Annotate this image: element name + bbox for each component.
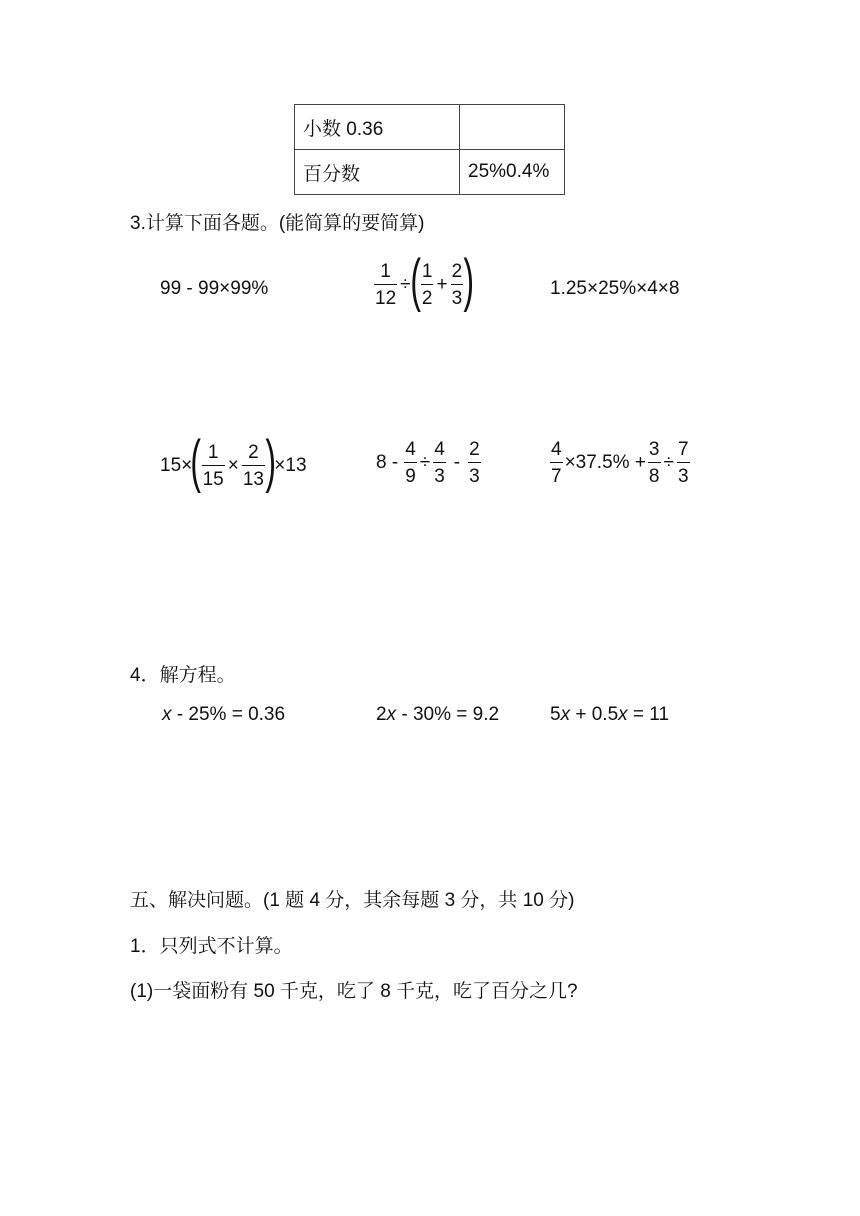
numerator: 1 [380,261,391,282]
operator: - [453,452,461,473]
equation-2 [376,704,499,726]
denominator: 3 [468,462,481,486]
problem-4 [160,429,307,495]
table-row [295,105,565,150]
denominator: 15 [202,465,225,489]
left-paren: ( [190,429,202,494]
equation-1 [162,704,285,726]
denominator: 3 [451,284,464,308]
section4-heading: 4．解方程。 [130,665,236,686]
numerator: 4 [551,439,562,460]
right-paren: ) [463,248,475,313]
variable: x [386,704,397,725]
numerator: 2 [248,442,259,463]
denominator: 13 [242,465,265,489]
denominator: 9 [404,462,417,486]
expression-part: ×13 [274,455,307,476]
denominator: 2 [421,284,434,308]
question-1: 1．只列式不计算。 [130,936,293,957]
table-cell: 百分数 [295,150,460,195]
numerator: 2 [469,439,480,460]
problem-6 [548,440,692,486]
operator: ÷ [419,452,431,473]
fraction [451,262,464,308]
denominator: 7 [550,462,563,486]
numerator: 4 [405,439,416,460]
expression-part: = 11 [627,704,670,725]
operator: ÷ [400,274,411,295]
right-paren: ) [265,429,276,494]
variable: x [560,704,571,725]
numerator: 4 [434,439,445,460]
fraction [677,440,690,486]
problem-3: 1.25×25%×4×8 [550,278,680,299]
numerator: 3 [648,439,660,460]
left-paren: ( [409,248,421,313]
problem-2 [372,248,475,314]
variable: x [162,704,172,725]
equation-3 [550,704,669,726]
expression-part: + 0.5 [570,704,619,725]
fraction [202,443,225,489]
expression-part: - 30% = 9.2 [396,704,500,725]
variable: x [618,704,628,725]
numerator: 7 [677,439,689,460]
fraction [404,440,417,486]
numerator: 1 [207,442,219,463]
fraction [648,440,661,486]
table-row [295,150,565,195]
expression-part: 5 [550,704,561,725]
problem-5 [376,440,483,486]
expression-part: ×37.5% + [564,452,646,473]
numerator: 2 [451,261,463,282]
fraction [421,262,434,308]
table-cell: 25%0.4% [460,150,565,195]
operator: ÷ [663,452,674,473]
fraction [433,440,446,486]
expression-part: - 25% = 0.36 [171,704,286,725]
table-cell: 小数 0.36 [295,105,460,150]
fraction [242,443,265,489]
fraction [374,262,397,308]
problem-1: 99 - 99×99% [160,278,269,299]
operator: × [227,455,239,476]
section5-heading: 五、解决问题。(1 题 4 分，其余每题 3 分，共 10 分) [130,890,575,911]
conversion-table [294,104,565,195]
fraction [468,440,481,486]
question-1-1: (1)一袋面粉有 50 千克，吃了 8 千克，吃了百分之几? [130,981,578,1002]
denominator: 3 [677,462,690,486]
section3-heading: 3.计算下面各题。(能简算的要简算) [130,213,425,234]
expression-part: 8 - [376,452,399,473]
expression-part: 2 [376,704,387,725]
expression-part: 15× [160,455,193,476]
operator: + [436,274,448,295]
numerator: 1 [421,261,433,282]
denominator: 8 [648,462,661,486]
fraction [550,440,563,486]
table-cell [460,105,565,150]
denominator: 12 [374,284,397,308]
denominator: 3 [433,462,446,486]
